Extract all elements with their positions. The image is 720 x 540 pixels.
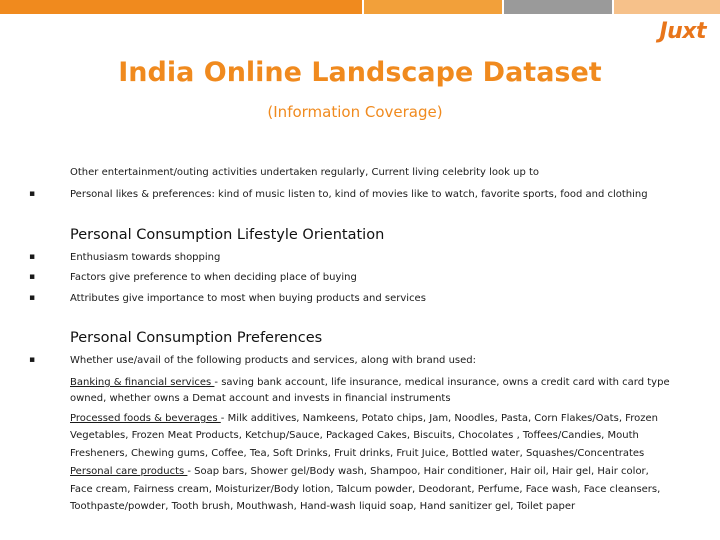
lifestyle-item: Factors give preference to when deciding place of buying [70, 272, 357, 283]
bullet-marker: ▪ [29, 252, 36, 262]
personal-care-text-cont: Face cream, Fairness cream, Moisturizer/Body lotion, Talcum powder, Deodorant, Perfume, Face wash, Face cleansers, [70, 484, 661, 495]
banking-text: - saving bank account, life insurance, medical insurance, owns a credit card with card type [214, 377, 670, 388]
personal-likes-item: Personal likes & preferences: kind of music listen to, kind of movies like to watch, favorite sports, food and clothing [70, 189, 648, 200]
personal-care-label: Personal care products [70, 466, 188, 477]
lifestyle-item: Enthusiasm towards shopping [70, 252, 221, 263]
top-bar-light-orange-segment [364, 0, 502, 14]
bullet-marker: ▪ [29, 189, 36, 199]
banking-text-cont: owned, whether owns a Demat account and invests in financial instruments [70, 393, 451, 404]
top-bar-orange-segment [0, 0, 362, 14]
lifestyle-heading: Personal Consumption Lifestyle Orientation [70, 227, 385, 243]
page-title: India Online Landscape Dataset [118, 57, 602, 88]
top-bar-peach-segment [614, 0, 720, 14]
banking-label: Banking & financial services [70, 377, 215, 388]
processed-text: - Milk additives, Namkeens, Potato chips, Jam, Noodles, Pasta, Corn Flakes/Oats, Frozen [220, 413, 658, 424]
processed-text-cont: Fresheners, Chewing gums, Coffee, Tea, Soft Drinks, Fruit drinks, Fruit Juice, Bottled water, Squashes/Concentrates [70, 448, 645, 459]
page-subtitle: (Information Coverage) [267, 103, 443, 121]
top-bar-gray-segment [504, 0, 612, 14]
bullet-marker: ▪ [29, 355, 36, 365]
bullet-marker: ▪ [29, 272, 36, 282]
top-color-bar [0, 0, 720, 14]
juxt-logo: Juxt [659, 19, 706, 44]
processed-line [70, 412, 710, 425]
processed-label: Processed foods & beverages [70, 413, 221, 424]
personal-care-text: - Soap bars, Shower gel/Body wash, Shampoo, Hair conditioner, Hair oil, Hair gel, Hair color, [187, 466, 649, 477]
personal-care-line [70, 465, 710, 478]
preferences-item: Whether use/avail of the following products and services, along with brand used: [70, 355, 476, 366]
preferences-heading: Personal Consumption Preferences [70, 330, 323, 346]
personal-care-text-cont: Toothpaste/powder, Tooth brush, Mouthwash, Hand-wash liquid soap, Hand sanitizer gel, Toilet paper [70, 501, 576, 512]
intro-line: Other entertainment/outing activities undertaken regularly, Current living celebrity look up to [70, 167, 540, 178]
bullet-marker: ▪ [29, 293, 36, 303]
processed-text-cont: Vegetables, Frozen Meat Products, Ketchup/Sauce, Packaged Cakes, Biscuits, Chocolates , Toffees/Candies, Mouth [70, 430, 639, 441]
lifestyle-item: Attributes give importance to most when buying products and services [70, 293, 426, 304]
banking-line [70, 376, 710, 389]
